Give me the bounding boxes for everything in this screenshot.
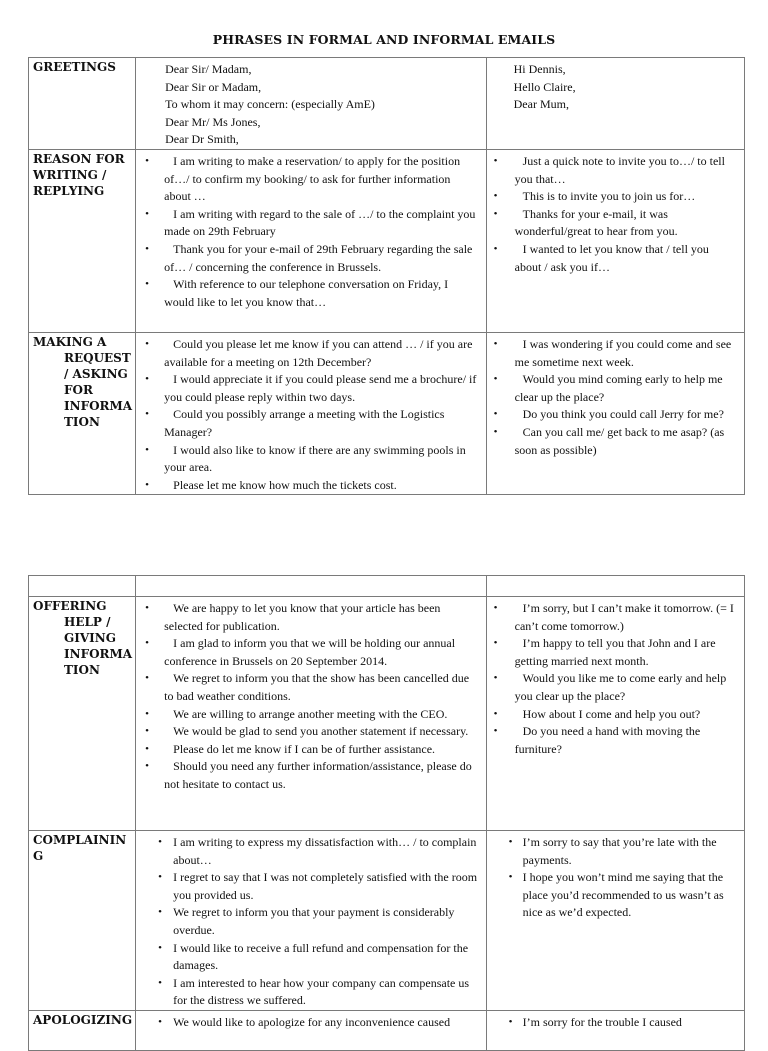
label-cell: [29, 597, 136, 831]
informal-cell: [486, 831, 744, 1011]
list-item: • I was wondering if you could come and see me sometime next week.: [487, 336, 736, 371]
list-item: • We regret to inform you that the show has been cancelled due to bad weather conditions.: [136, 670, 477, 705]
informal-cell: [486, 597, 744, 831]
list-item: • I am writing to make a reservation/ to apply for the position of…/ to confirm my booking/ to ask for further information about …: [136, 153, 477, 206]
phrases-table-2: [28, 575, 745, 1051]
list-item: • We would like to apologize for any inconvenience caused: [136, 1014, 479, 1032]
list-item: • I wanted to let you know that / tell you about / ask you if…: [487, 241, 736, 276]
label-cell: [29, 332, 136, 494]
phrases-table-1: [28, 57, 745, 495]
label-line: INFORMA: [64, 398, 133, 413]
label-line: TION: [64, 663, 100, 677]
label-line: REQUEST: [64, 350, 131, 365]
empty-cell: [29, 576, 136, 597]
formal-cell: [136, 58, 486, 150]
label-line: WRITING /: [33, 167, 107, 182]
page-title: PHRASES IN FORMAL AND INFORMAL EMAILS: [212, 32, 556, 47]
informal-cell: [486, 58, 744, 150]
list-item: • Would you mind coming early to help me clear up the place?: [487, 371, 736, 406]
greeting-informal-1: Hi Dennis,: [513, 62, 566, 76]
label-line: MAKING A: [33, 334, 107, 349]
informal-cell: [486, 1010, 744, 1050]
list-item: • Please let me know how much the tickets cost.: [136, 477, 477, 495]
row-apologizing: [29, 1010, 745, 1050]
row-offering: [29, 597, 745, 831]
list-item: • This is to invite you to join us for…: [487, 188, 736, 206]
row-label-greetings: GREETINGS: [33, 60, 116, 74]
row-complaining: [29, 831, 745, 1011]
list-item: • Could you please let me know if you can attend … / if you are available for a meeting on 12th December?: [136, 336, 477, 371]
list-item: • Would you like me to come early and help you clear up the place?: [487, 670, 736, 705]
list-item: • With reference to our telephone conversation on Friday, I would like to let you know that…: [136, 276, 477, 311]
row-greetings: [29, 58, 745, 150]
empty-cell: [136, 576, 486, 597]
greeting-formal-5: Dear Dr Smith,: [165, 132, 239, 147]
list-item: • How about I come and help you out?: [487, 706, 736, 724]
informal-cell: [486, 149, 744, 332]
list-item: • I would like to receive a full refund and compensation for the damages.: [136, 940, 479, 975]
row-label-offering: [29, 597, 135, 678]
row-label-request: [29, 333, 135, 430]
row-empty: [29, 576, 745, 597]
greeting-formal-4: Dear Mr/ Ms Jones,: [165, 114, 261, 129]
label-line: FOR: [64, 382, 93, 397]
formal-cell: [136, 149, 486, 332]
list-item: • I would appreciate it if you could please send me a brochure/ if you could please reply within two days.: [136, 371, 477, 406]
list-item: • Do you think you could call Jerry for me?: [487, 406, 736, 424]
label-line: TION: [64, 414, 100, 429]
list-item: • I’m sorry for the trouble I caused: [487, 1014, 738, 1032]
list-item: • I’m sorry, but I can’t make it tomorrow. (= I can’t come tomorrow.): [487, 600, 736, 635]
label-line: REASON FOR: [33, 151, 125, 166]
formal-cell: [136, 831, 486, 1011]
empty-cell: [486, 576, 744, 597]
list-item: • Thanks for your e-mail, it was wonderful/great to hear from you.: [487, 206, 736, 241]
greeting-informal-2: Hello Claire,: [513, 79, 576, 94]
row-reason: [29, 149, 745, 332]
formal-cell: [136, 1010, 486, 1050]
list-item: • Can you call me/ get back to me asap? (as soon as possible): [487, 424, 736, 459]
greeting-formal-1: Dear Sir/ Madam,: [165, 62, 252, 76]
list-item: • Do you need a hand with moving the furniture?: [487, 723, 736, 758]
list-item: • I am writing to express my dissatisfaction with… / to complain about…: [136, 834, 479, 869]
greeting-informal-3: Dear Mum,: [513, 97, 569, 112]
list-item: • We are willing to arrange another meeting with the CEO.: [136, 706, 477, 724]
label-line: REPLYING: [33, 183, 105, 198]
label-line: HELP /: [64, 615, 111, 629]
list-item: • We would be glad to send you another statement if necessary.: [136, 723, 477, 741]
list-item: • I am interested to hear how your company can compensate us for the distress we suffered.: [136, 975, 479, 1010]
list-item: • Could you possibly arrange a meeting with the Logistics Manager?: [136, 406, 477, 441]
row-request: [29, 332, 745, 494]
list-item: • I’m sorry to say that you’re late with the payments.: [487, 834, 738, 869]
list-item: • Just a quick note to invite you to…/ to tell you that…: [487, 153, 736, 188]
label-cell: [29, 1010, 136, 1050]
label-cell: [29, 58, 136, 150]
informal-cell: [486, 332, 744, 494]
greeting-formal-3: To whom it may concern: (especially AmE): [165, 97, 375, 112]
formal-cell: [136, 332, 486, 494]
formal-cell: [136, 597, 486, 831]
label-line: / ASKING: [64, 366, 128, 381]
label-line: INFORMA: [64, 647, 133, 661]
label-line: GIVING: [64, 631, 117, 645]
list-item: • Thank you for your e-mail of 29th February regarding the sale of… / concerning the conference in Brussels.: [136, 241, 477, 276]
row-label-complaining: COMPLAINING: [33, 833, 127, 863]
list-item: • I’m happy to tell you that John and I are getting married next month.: [487, 635, 736, 670]
label-cell: [29, 149, 136, 332]
row-label-reason: [29, 150, 135, 199]
label-line: OFFERING: [33, 599, 107, 613]
list-item: • We are happy to let you know that your article has been selected for publication.: [136, 600, 477, 635]
greeting-formal-2: Dear Sir or Madam,: [165, 79, 262, 94]
list-item: • I regret to say that I was not completely satisfied with the room you provided us.: [136, 869, 479, 904]
label-cell: [29, 831, 136, 1011]
list-item: • We regret to inform you that your payment is considerably overdue.: [136, 904, 479, 939]
list-item: • I hope you won’t mind me saying that the place you’d recommended to us wasn’t as nice as we’d expected.: [487, 869, 738, 922]
list-item: • I would also like to know if there are any swimming pools in your area.: [136, 442, 477, 477]
row-label-apologizing: APOLOGIZING: [33, 1012, 133, 1027]
list-item: • I am glad to inform you that we will be holding our annual conference in Brussels on 20 September 2014.: [136, 635, 477, 670]
list-item: • Should you need any further information/assistance, please do not hesitate to contact us.: [136, 758, 477, 793]
list-item: • I am writing with regard to the sale of …/ to the complaint you made on 29th February: [136, 206, 477, 241]
list-item: • Please do let me know if I can be of further assistance.: [136, 741, 477, 759]
